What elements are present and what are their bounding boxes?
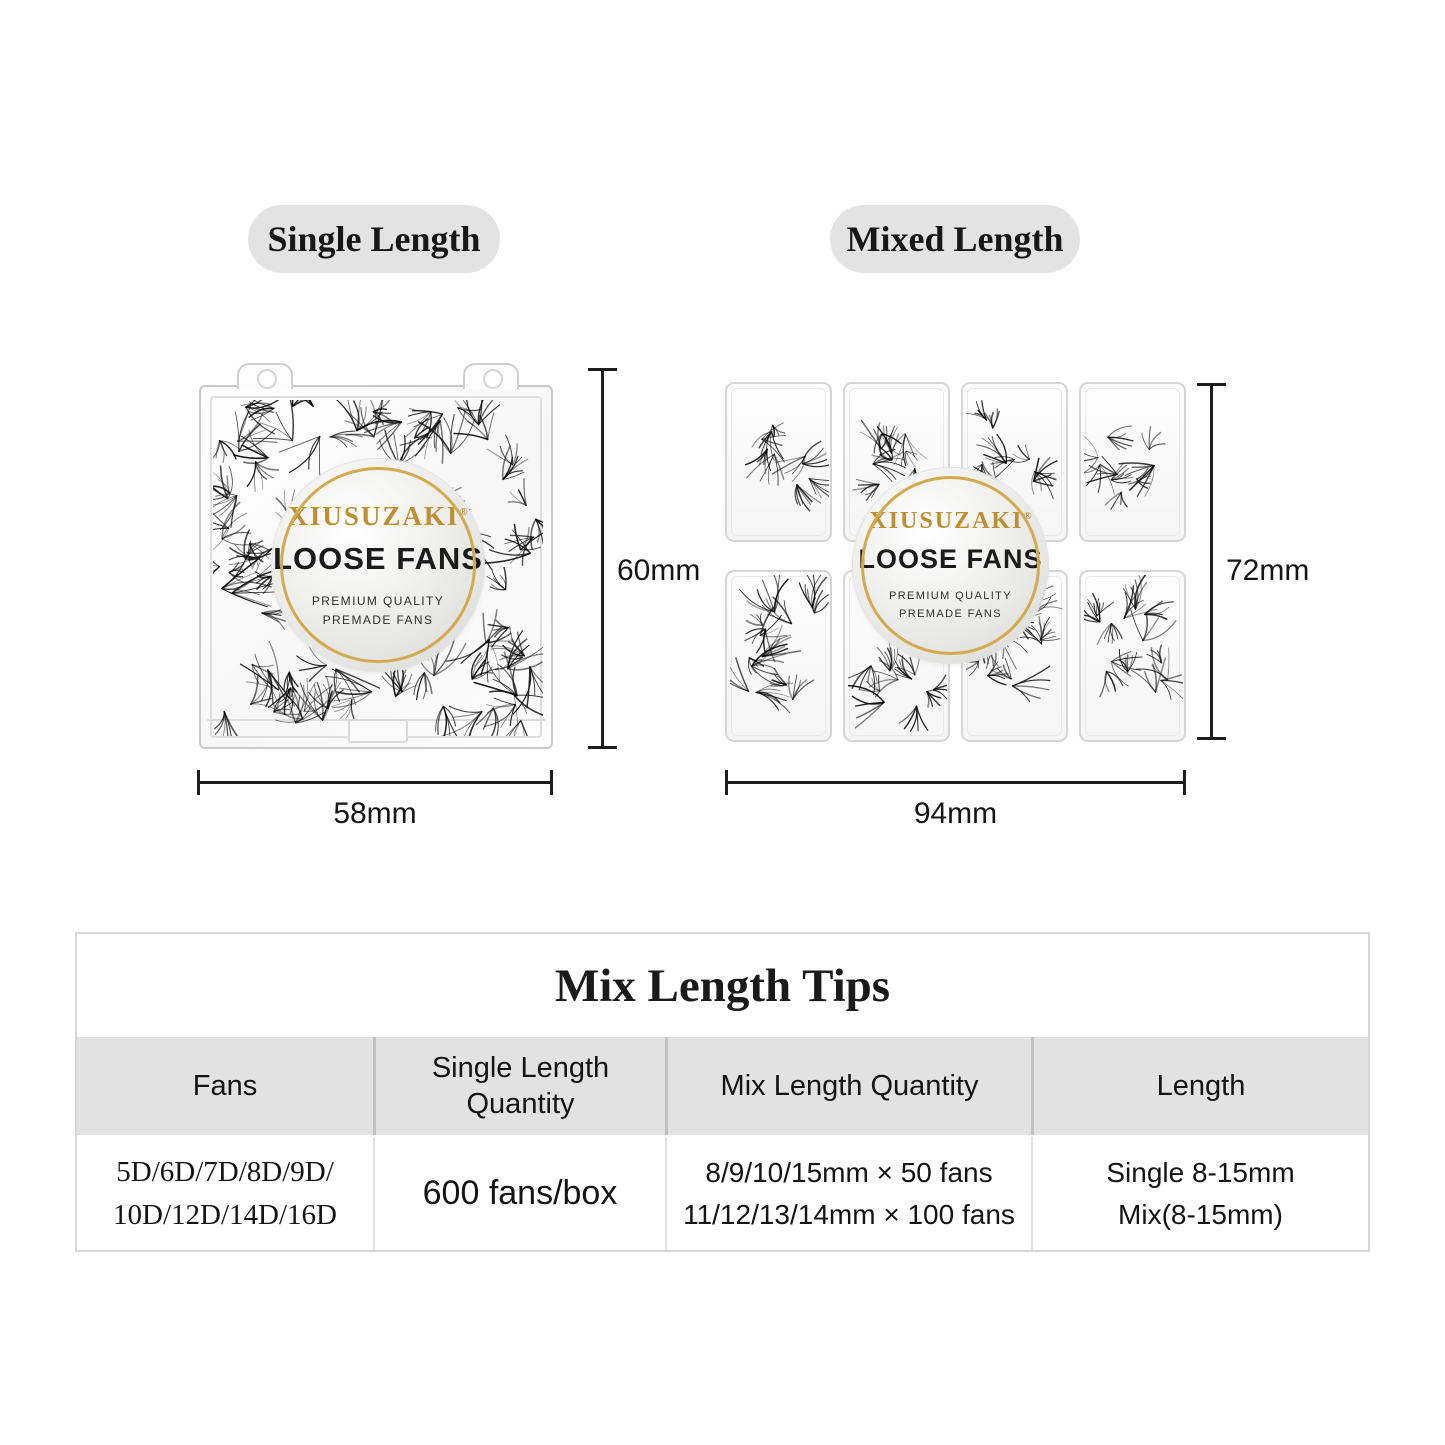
lash-fans-illustration <box>1084 387 1183 539</box>
tagline-line1: PREMIUM QUALITY <box>888 590 1013 603</box>
single-length-badge: Single Length <box>248 205 500 273</box>
header-mix-length-quantity: Mix Length Quantity <box>665 1037 1031 1135</box>
table-header-row <box>77 1037 1368 1135</box>
cell-length <box>1031 1137 1368 1250</box>
dimension-label-single-height: 60mm <box>617 554 701 587</box>
brand-tagline <box>312 592 444 629</box>
single-length-box <box>199 385 553 749</box>
compartment <box>1079 570 1186 742</box>
lash-fans-illustration <box>1084 575 1183 739</box>
cell-single-length-quantity: 600 fans/box <box>373 1137 665 1250</box>
lash-fans-illustration <box>730 575 829 739</box>
box-clasp-icon <box>237 363 293 389</box>
table-data-row <box>77 1135 1368 1250</box>
cell-length-line2: Mix(8-15mm) <box>1118 1198 1283 1230</box>
tagline-line1: PREMIUM QUALITY <box>311 593 445 608</box>
brand-label <box>853 468 1048 663</box>
lash-fans-illustration <box>730 387 829 539</box>
table-title: Mix Length Tips <box>554 959 891 1012</box>
header-single-length-quantity: Single Length Quantity <box>373 1037 665 1135</box>
dimension-label-mixed-height: 72mm <box>1226 554 1310 587</box>
registered-mark-icon: ® <box>459 505 468 518</box>
cell-fans <box>77 1137 373 1250</box>
spec-table <box>75 932 1370 1252</box>
product-name: LOOSE FANS <box>858 544 1043 575</box>
mixed-length-box <box>725 382 1186 742</box>
cell-mix-length-quantity <box>665 1137 1031 1250</box>
compartment <box>725 570 832 742</box>
mixed-length-badge: Mixed Length <box>830 205 1080 273</box>
tagline-line2: PREMADE FANS <box>322 612 434 627</box>
brand-tagline <box>889 588 1012 622</box>
cell-length-line1: Single 8-15mm <box>1106 1156 1295 1188</box>
brand-name: XIUSUZAKI® <box>869 508 1032 535</box>
dimension-line-mixed-height <box>1210 383 1213 740</box>
box-clasp-icon <box>463 363 519 389</box>
brand-label <box>272 459 484 671</box>
header-fans: Fans <box>192 1069 258 1102</box>
registered-mark-icon: ® <box>1023 510 1032 523</box>
cell-mix-line1: 8/9/10/15mm × 50 fans <box>705 1156 993 1188</box>
dimension-label-single-width: 58mm <box>333 797 417 830</box>
compartment <box>725 382 832 542</box>
tagline-line2: PREMADE FANS <box>898 607 1002 620</box>
dimension-line-single-height <box>601 368 604 749</box>
cell-fans-line2: 10D/12D/14D/16D <box>113 1198 337 1231</box>
dimension-line-mixed-width <box>725 781 1186 784</box>
compartment <box>1079 382 1186 542</box>
header-length: Length <box>1031 1037 1368 1135</box>
cell-mix-line2: 11/12/13/14mm × 100 fans <box>683 1198 1015 1230</box>
brand-name: XIUSUZAKI® <box>288 500 468 531</box>
dimension-label-mixed-width: 94mm <box>913 797 998 830</box>
dimension-line-single-width <box>197 781 553 784</box>
cell-fans-line1: 5D/6D/7D/8D/9D/ <box>116 1156 334 1189</box>
product-name: LOOSE FANS <box>273 540 483 576</box>
